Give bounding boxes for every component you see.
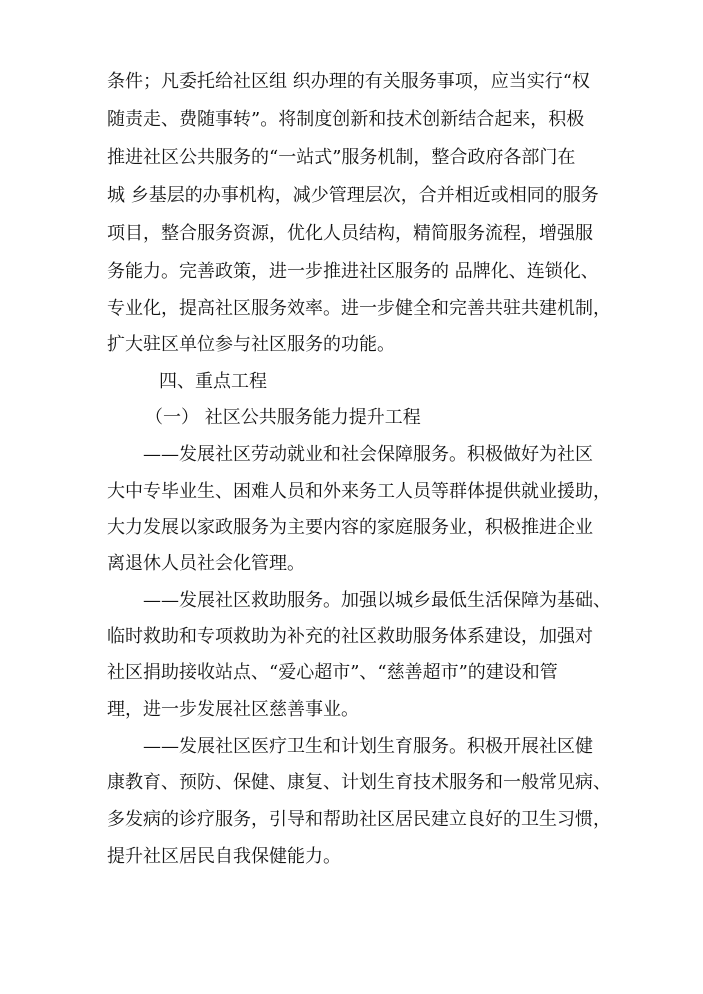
text-line-12: 大中专毕业生、困难人员和外来务工人员等群体提供就业援助， (107, 481, 611, 502)
section-heading: 四、重点工程 (159, 371, 267, 392)
text-line-11: ——发展社区劳动就业和社会保障服务。积极做好为社区 (143, 444, 593, 465)
text-line-17: 社区捐助接收站点、“爱心超市”、“慈善超市”的建设和管 (107, 662, 558, 683)
text-line-8: 扩大驻区单位参与社区服务的功能。 (107, 334, 395, 355)
text-line-4: 城 乡基层的办事机构，减少管理层次，合并相近或相同的服务 (107, 185, 599, 206)
text-line-13: 大力发展以家政服务为主要内容的家庭服务业，积极推进企业 (107, 517, 593, 538)
text-line-21: 多发病的诊疗服务，引导和帮助社区居民建立良好的卫生习惯， (107, 809, 611, 830)
text-line-7: 专业化，提高社区服务效率。进一步健全和完善共驻共建机制， (107, 298, 611, 319)
text-line-2: 随责走、费随事转”。将制度创新和技术创新结合起来，积极 (107, 109, 585, 130)
text-line-19: ——发展社区医疗卫生和计划生育服务。积极开展社区健 (143, 736, 593, 757)
text-line-6: 务能力。完善政策，进一步推进社区服务的 品牌化、连锁化、 (107, 261, 599, 282)
text-line-14: 离退休人员社会化管理。 (107, 553, 305, 574)
text-line-15: ——发展社区救助服务。加强以城乡最低生活保障为基础、 (143, 590, 611, 611)
text-line-18: 理，进一步发展社区慈善事业。 (107, 699, 359, 720)
text-line-16: 临时救助和专项救助为补充的社区救助服务体系建设，加强对 (107, 626, 593, 647)
text-line-5: 项目，整合服务资源，优化人员结构，精简服务流程，增强服 (107, 223, 593, 244)
text-line-1: 条件；凡委托给社区组 织办理的有关服务事项，应当实行“权 (107, 71, 590, 92)
subsection-heading: （一） 社区公共服务能力提升工程 (145, 407, 421, 428)
text-line-3: 推进社区公共服务的“一站式”服务机制，整合政府各部门在 (107, 147, 576, 168)
text-line-22: 提升社区居民自我保健能力。 (107, 846, 341, 867)
text-line-20: 康教育、预防、保健、康复、计划生育技术服务和一般常见病、 (107, 772, 611, 793)
